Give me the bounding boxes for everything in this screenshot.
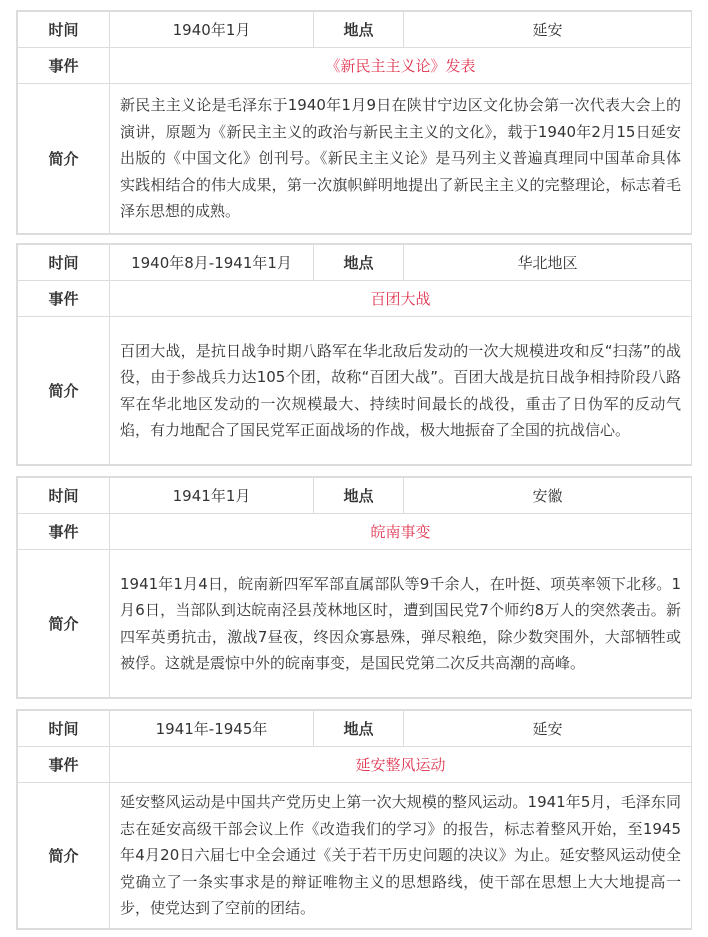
- place-value: 延安: [404, 711, 692, 747]
- event-table: [17, 11, 692, 234]
- summary-text: 新民主主义论是毛泽东于1940年1月9日在陕甘宁边区文化协会第一次代表大会上的演讲，原题为《新民主主义的政治与新民主主义的文化》，载于1940年2月15日延安出版的《中国文化》创刊号。《新民主主义论》是马列主义普遍真理同中国革命具体实践相结合的伟大成果，第一次旗帜鲜明地提出了新民主主义的完整理论，标志着毛泽东思想的成熟。: [110, 84, 692, 234]
- time-value: 1941年-1945年: [110, 711, 314, 747]
- time-label: 时间: [18, 711, 110, 747]
- event-row: [18, 747, 692, 783]
- event-label: 事件: [18, 747, 110, 783]
- summary-row: [18, 317, 692, 465]
- summary-label: 简介: [18, 550, 110, 698]
- event-table: [17, 477, 692, 698]
- event-title: 百团大战: [110, 281, 692, 317]
- place-label: 地点: [314, 245, 404, 281]
- event-row: [18, 514, 692, 550]
- place-label: 地点: [314, 12, 404, 48]
- event-title: 延安整风运动: [110, 747, 692, 783]
- event-card-4: [16, 709, 692, 930]
- place-value: 延安: [404, 12, 692, 48]
- summary-label: 简介: [18, 84, 110, 234]
- place-value: 华北地区: [404, 245, 692, 281]
- event-card-3: [16, 476, 692, 699]
- time-value: 1941年1月: [110, 478, 314, 514]
- event-table: [17, 710, 692, 929]
- time-row: [18, 12, 692, 48]
- summary-row: [18, 84, 692, 234]
- time-label: 时间: [18, 245, 110, 281]
- summary-label: 简介: [18, 783, 110, 929]
- event-card-1: [16, 10, 692, 235]
- time-row: [18, 245, 692, 281]
- summary-text: 1941年1月4日，皖南新四军军部直属部队等9千余人，在叶挺、项英率领下北移。1月6日，当部队到达皖南泾县茂林地区时，遭到国民党7个师约8万人的突然袭击。新四军英勇抗击，激战7昼夜，终因众寡悬殊，弹尽粮绝，除少数突围外，大部牺牲或被俘。这就是震惊中外的皖南事变，是国民党第二次反共高潮的高峰。: [110, 550, 692, 698]
- summary-text: 百团大战，是抗日战争时期八路军在华北敌后发动的一次大规模进攻和反“扫荡”的战役，由于参战兵力达105个团，故称“百团大战”。百团大战是抗日战争相持阶段八路军在华北地区发动的一次规模最大、持续时间最长的战役，重击了日伪军的反动气焰，有力地配合了国民党军正面战场的作战，极大地振奋了全国的抗战信心。: [110, 317, 692, 465]
- place-value: 安徽: [404, 478, 692, 514]
- time-value: 1940年8月-1941年1月: [110, 245, 314, 281]
- summary-row: [18, 550, 692, 698]
- event-label: 事件: [18, 514, 110, 550]
- event-card-2: [16, 243, 692, 466]
- event-row: [18, 48, 692, 84]
- place-label: 地点: [314, 478, 404, 514]
- summary-text: 延安整风运动是中国共产党历史上第一次大规模的整风运动。1941年5月，毛泽东同志在延安高级干部会议上作《改造我们的学习》的报告，标志着整风开始，至1945年4月20日六届七中全会通过《关于若干历史问题的决议》为止。延安整风运动使全党确立了一条实事求是的辩证唯物主义的思想路线，使干部在思想上大大地提高一步，使党达到了空前的团结。: [110, 783, 692, 929]
- summary-label: 简介: [18, 317, 110, 465]
- event-label: 事件: [18, 48, 110, 84]
- event-title: 皖南事变: [110, 514, 692, 550]
- event-table: [17, 244, 692, 465]
- summary-row: [18, 783, 692, 929]
- time-label: 时间: [18, 478, 110, 514]
- time-value: 1940年1月: [110, 12, 314, 48]
- event-row: [18, 281, 692, 317]
- place-label: 地点: [314, 711, 404, 747]
- time-row: [18, 711, 692, 747]
- time-row: [18, 478, 692, 514]
- time-label: 时间: [18, 12, 110, 48]
- event-label: 事件: [18, 281, 110, 317]
- event-title: 《新民主主义论》发表: [110, 48, 692, 84]
